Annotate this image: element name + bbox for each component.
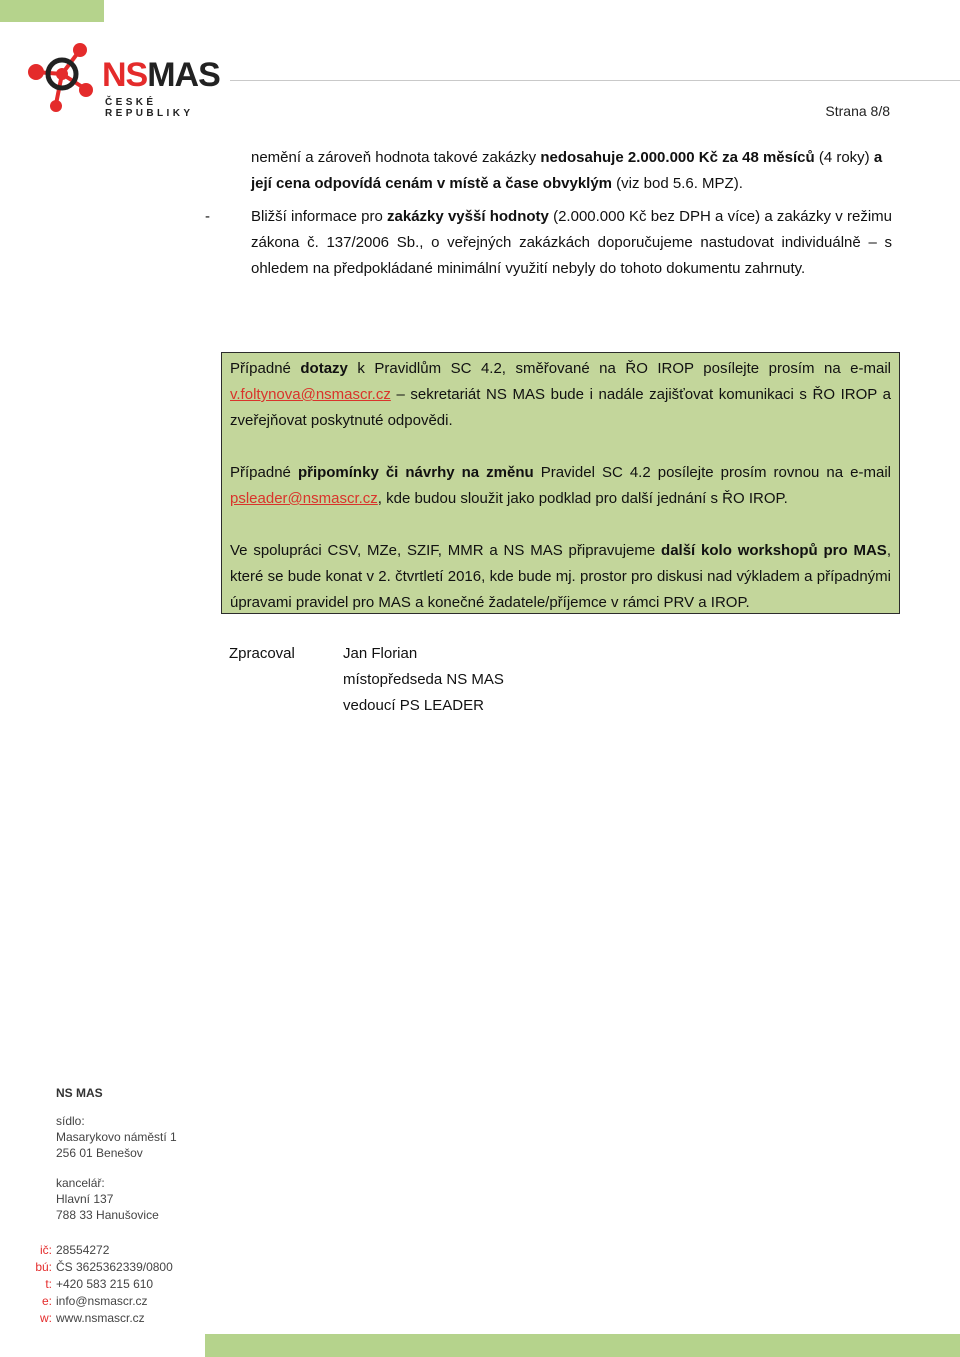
header-rule	[230, 80, 960, 81]
footer-office-street: Hlavní 137	[56, 1192, 114, 1206]
logo-wordmark: NSMAS	[102, 56, 220, 94]
signature-label: Zpracoval	[229, 645, 295, 662]
signature-block	[343, 641, 504, 719]
footer-address	[56, 1085, 177, 1223]
logo-subtitle: ČESKÉ REPUBLIKY	[105, 97, 194, 119]
signature-name: Jan Florian	[343, 645, 418, 662]
workshop-paragraph: Ve spolupráci CSV, MZe, SZIF, MMR a NS MAS připravujeme další kolo workshopů pro MAS, které se bude konat v 2. čtvrtletí 2016, kde bude mj. prostor pro diskusi nad výkladem a případnými úpravami pravidel pro MAS a konečné žadatele/příjemce v rámci PRV a IROP.	[230, 542, 891, 611]
page-number: Strana 8/8	[825, 103, 890, 119]
footer-org: NS MAS	[56, 1086, 103, 1100]
footer-seat-city: 256 01 Benešov	[56, 1146, 143, 1160]
email-link-foltynova[interactable]: v.foltynova@nsmascr.cz	[230, 386, 391, 403]
bullet-large-contracts: - Bližší informace pro zakázky vyšší hodnoty (2.000.000 Kč bez DPH a více) a zakázky v režimu zákona č. 137/2006 Sb., o veřejných zakázkách doporučujeme nastudovat individuálně – s ohledem na předpokládané minimální využití nebyly do tohoto dokumentu zahrnuty.	[229, 204, 892, 282]
paragraph-small-contracts: nemění a zároveň hodnota takové zakázky nedosahuje 2.000.000 Kč za 48 měsíců (4 roky) a její cena odpovídá cenám v místě a čase obvyklým (viz bod 5.6. MPZ).	[251, 149, 883, 192]
signature-role-1: místopředseda NS MAS	[343, 671, 504, 688]
info-box	[221, 352, 900, 614]
questions-paragraph: Případné dotazy k Pravidlům SC 4.2, směřované na ŘO IROP posílejte prosím na e-mail v.foltynova@nsmascr.cz – sekretariát NS MAS bude i nadále zajišťovat komunikaci s ŘO IROP a zveřejňovat poskytnuté odpovědi.	[230, 360, 892, 429]
signature-role-2: vedoucí PS LEADER	[343, 697, 484, 714]
nsmas-logo	[22, 40, 237, 118]
footer-office-label: kancelář:	[56, 1176, 105, 1190]
comments-paragraph: Případné připomínky či návrhy na změnu Pravidel SC 4.2 posílejte prosím rovnou na e-mail psleader@nsmascr.cz, kde budou sloužit jako podklad pro další jednání s ŘO IROP.	[230, 464, 892, 507]
molecule-logo-icon	[22, 40, 102, 118]
email-link-psleader[interactable]: psleader@nsmascr.cz	[230, 490, 378, 507]
footer-seat-label: sídlo:	[56, 1114, 85, 1128]
bullet-dash: -	[205, 208, 210, 225]
footer-office-city: 788 33 Hanušovice	[56, 1208, 159, 1222]
footer-seat-street: Masarykovo náměstí 1	[56, 1130, 177, 1144]
footer-decoration	[205, 1334, 960, 1357]
corner-decoration	[0, 0, 104, 22]
